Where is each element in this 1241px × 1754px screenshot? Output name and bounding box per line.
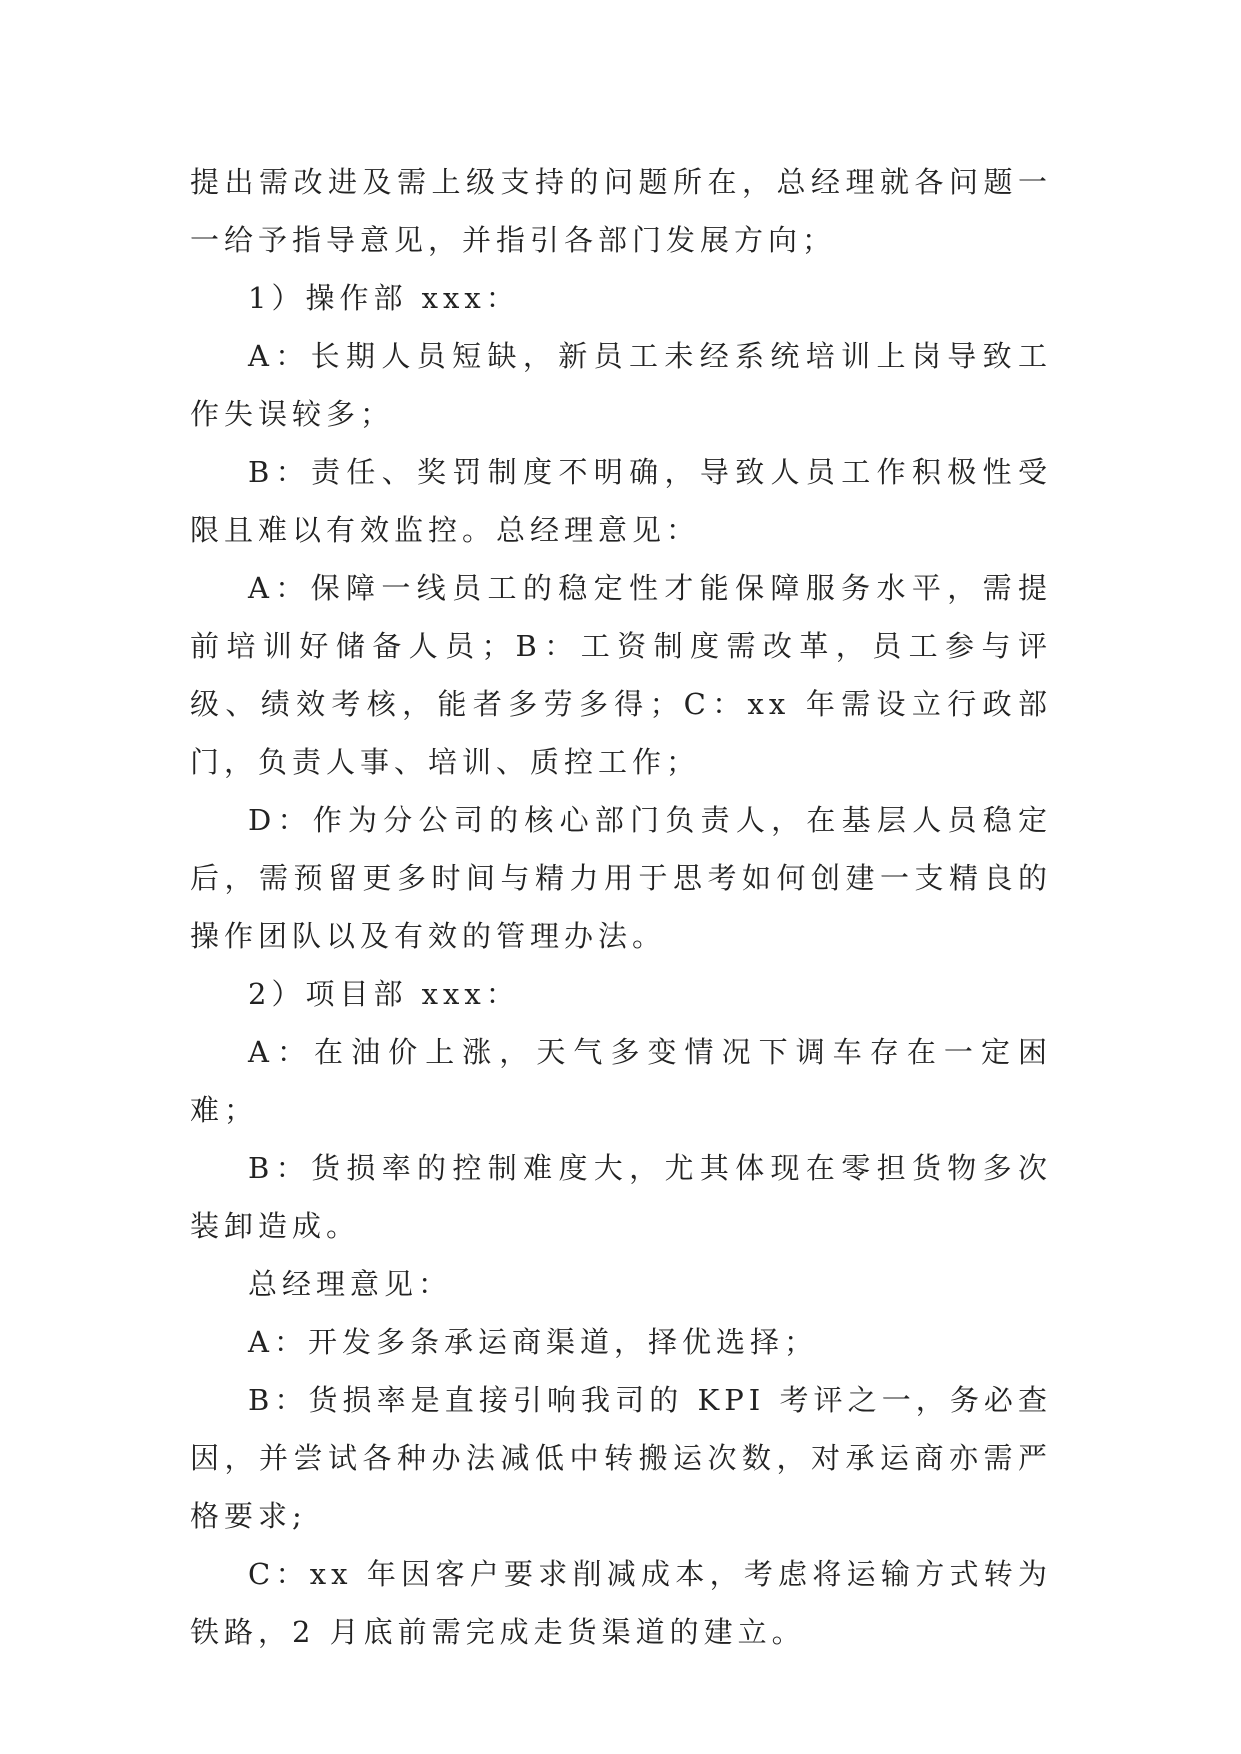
- paragraph: B：责任、奖罚制度不明确，导致人员工作积极性受限且难以有效监控。总经理意见：: [190, 455, 1052, 547]
- paragraph: C：xx 年因客户要求削减成本，考虑将运输方式转为铁路，2 月底前需完成走货渠道的建立。: [190, 1557, 1052, 1649]
- paragraph: A：在油价上涨，天气多变情况下调车存在一定困难；: [190, 1035, 1052, 1127]
- paragraph: D：作为分公司的核心部门负责人，在基层人员稳定后，需预留更多时间与精力用于思考如何创建一支精良的操作团队以及有效的管理办法。: [190, 803, 1052, 953]
- paragraph: 提出需改进及需上级支持的问题所在，总经理就各问题一一给予指导意见，并指引各部门发展方向；: [190, 165, 1052, 257]
- paragraph: A：保障一线员工的稳定性才能保障服务水平，需提前培训好储备人员；B：工资制度需改革，员工参与评级、绩效考核，能者多劳多得；C：xx 年需设立行政部门，负责人事、培训、质控工作；: [190, 571, 1052, 779]
- paragraph: 总经理意见：: [248, 1267, 453, 1301]
- paragraph: A：长期人员短缺，新员工未经系统培训上岗导致工作失误较多；: [190, 339, 1052, 431]
- document-body: [190, 153, 1052, 1661]
- paragraph: B：货损率的控制难度大，尤其体现在零担货物多次装卸造成。: [190, 1151, 1052, 1243]
- paragraph: 1）操作部 xxx：: [248, 281, 520, 315]
- paragraph: A：开发多条承运商渠道，择优选择；: [248, 1325, 818, 1359]
- paragraph: 2）项目部 xxx：: [248, 977, 520, 1011]
- paragraph: B：货损率是直接引响我司的 KPI 考评之一，务必查因，并尝试各种办法减低中转搬运次数，对承运商亦需严格要求;: [190, 1383, 1052, 1533]
